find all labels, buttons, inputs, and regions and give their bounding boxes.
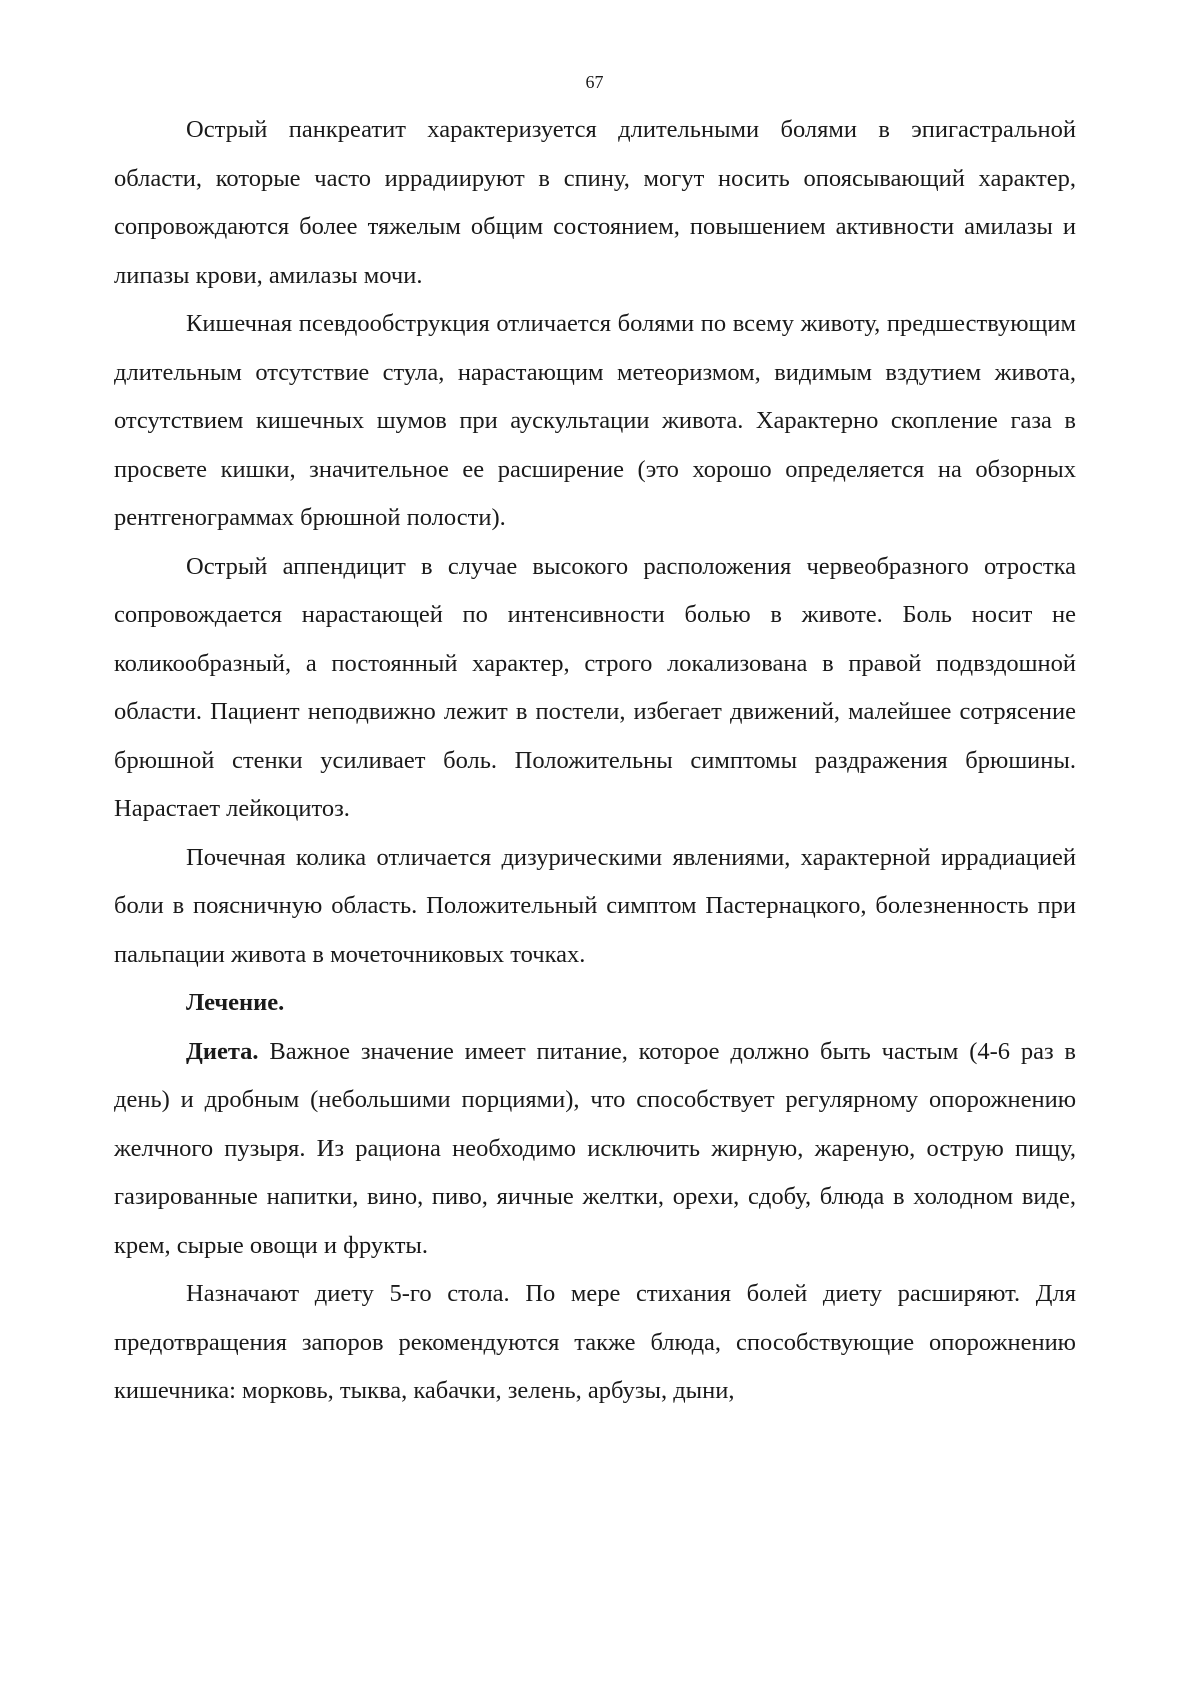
section-heading-text: Лечение.: [186, 989, 285, 1016]
paragraph-text: Острый аппендицит в случае высокого расположения червеобразного отростка сопровождается нарастающей по интенсивности болью в животе. Боль носит не коликообразный, а постоянный характер, строго локализована в правой подвздошной области. Пациент неподвижно лежит в постели, избегает движений, малейшее сотрясение брюшной стенки усиливает боль. Положительны симптомы раздражения брюшины. Нарастает лейкоцитоз.: [114, 552, 1076, 822]
paragraph-acute-pancreatitis: [114, 106, 1076, 300]
section-heading-treatment: [114, 979, 1076, 1028]
paragraph-diet-table-5: [114, 1270, 1076, 1416]
paragraph-text: Важное значение имеет питание, которое должно быть частым (4-6 раз в день) и дробным (небольшими порциями), что способствует регулярному опорожнению желчного пузыря. Из рациона необходимо исключить жирную, жареную, острую пищу, газированные напитки, вино, пиво, яичные желтки, орехи, сдобу, блюда в холодном виде, крем, сырые овощи и фрукты.: [114, 1037, 1076, 1259]
paragraph-lead: Диета.: [186, 1037, 259, 1065]
paragraph-text: Назначают диету 5-го стола. По мере стихания болей диету расширяют. Для предотвращения запоров рекомендуются также блюда, способствующие опорожнению кишечника: морковь, тыква, кабачки, зелень, арбузы, дыни,: [114, 1280, 1076, 1404]
page-number: 67: [585, 72, 604, 92]
paragraph-diet: [114, 1028, 1076, 1271]
paragraph-renal-colic: [114, 834, 1076, 980]
paragraph-text: Почечная колика отличается дизурическими явлениями, характерной иррадиацией боли в поясничную область. Положительный симптом Пастернацкого, болезненность при пальпации живота в мочеточниковых точках.: [114, 843, 1076, 968]
paragraph-intestinal-pseudo-obstruction: [114, 300, 1076, 543]
paragraph-text: Острый панкреатит характеризуется длительными болями в эпигастральной области, которые часто иррадиируют в спину, могут носить опоясывающий характер, сопровождаются более тяжелым общим состоянием, повышением активности амилазы и липазы крови, амилазы мочи.: [114, 116, 1076, 289]
paragraph-text: Кишечная псевдообструкция отличается болями по всему животу, предшествующим длительным отсутствие стула, нарастающим метеоризмом, видимым вздутием живота, отсутствием кишечных шумов при аускультации живота. Характерно скопление газа в просвете кишки, значительное ее расширение (это хорошо определяется на обзорных рентгенограммах брюшной полости).: [114, 310, 1076, 531]
page-body: [114, 106, 1076, 1416]
paragraph-acute-appendicitis: [114, 543, 1076, 834]
